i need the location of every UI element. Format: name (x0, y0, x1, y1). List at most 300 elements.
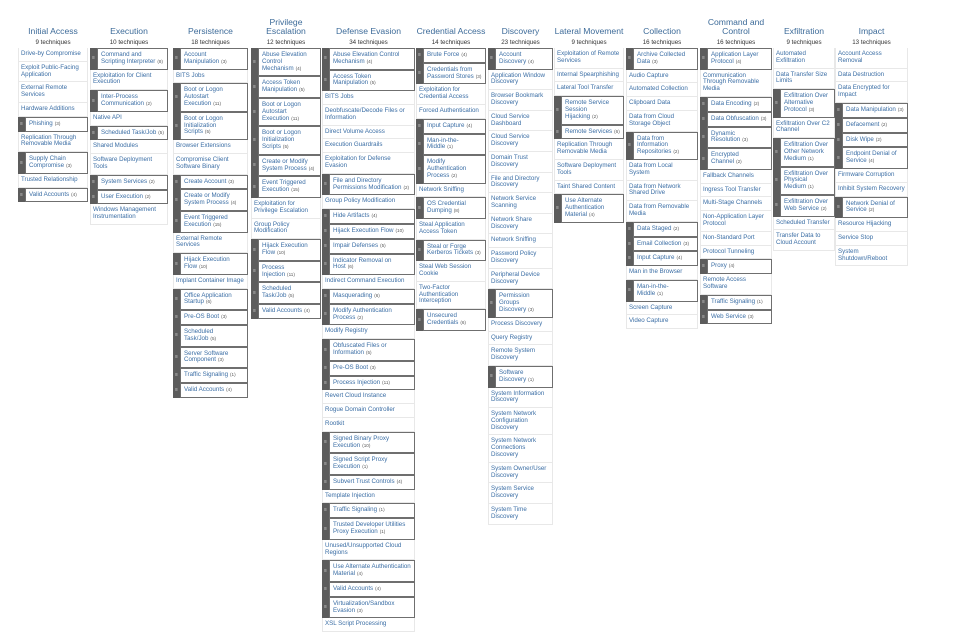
expand-bar-icon[interactable]: ≡ (700, 148, 707, 170)
technique-cell[interactable] (329, 304, 415, 326)
expand-bar-icon[interactable]: ≡ (173, 48, 180, 70)
technique-cell[interactable] (180, 383, 248, 398)
tactic-title[interactable]: Persistence (188, 26, 233, 36)
technique-cell[interactable] (561, 96, 624, 124)
technique-cell[interactable]: XSL Script Processing (322, 618, 415, 632)
technique-name[interactable]: Dynamic Resolution (711, 129, 741, 144)
technique-cell[interactable] (423, 197, 486, 219)
technique-with-subtechniques[interactable] (773, 138, 835, 166)
technique-cell[interactable]: Transfer Data to Cloud Account (773, 230, 835, 251)
technique-with-subtechniques[interactable] (416, 48, 486, 63)
technique-cell[interactable] (258, 261, 321, 283)
technique-cell[interactable]: Execution Guardrails (322, 139, 415, 153)
technique-cell[interactable]: Revert Cloud Instance (322, 390, 415, 404)
expand-bar-icon[interactable]: ≡ (173, 253, 180, 275)
technique-cell[interactable]: Group Policy Modification (251, 219, 321, 240)
technique-cell[interactable]: Exploitation of Remote Services (554, 48, 624, 69)
technique-cell[interactable]: System Owner/User Discovery (488, 463, 553, 484)
expand-bar-icon[interactable]: ≡ (626, 222, 633, 237)
technique-with-subtechniques[interactable] (90, 90, 168, 112)
technique-name[interactable]: System Services (101, 177, 148, 185)
technique-with-subtechniques[interactable] (251, 261, 321, 283)
technique-with-subtechniques[interactable] (173, 368, 248, 383)
technique-cell[interactable] (180, 211, 248, 233)
technique-cell[interactable]: System Information Discovery (488, 388, 553, 409)
technique-cell[interactable] (707, 148, 772, 170)
technique-name[interactable]: Data Manipulation (846, 105, 896, 113)
expand-bar-icon[interactable]: ≡ (173, 325, 180, 347)
technique-name[interactable]: Create or Modify System Process (184, 192, 230, 207)
technique-cell[interactable]: Network Sniffing (416, 184, 486, 198)
tactic-title[interactable]: Initial Access (28, 26, 78, 36)
technique-cell[interactable] (180, 325, 248, 347)
technique-cell[interactable]: System Service Discovery (488, 483, 553, 504)
technique-cell[interactable] (180, 48, 248, 70)
technique-name[interactable]: Remote Services (565, 127, 613, 135)
technique-with-subtechniques[interactable] (173, 253, 248, 275)
technique-cell[interactable]: Group Policy Modification (322, 195, 415, 209)
technique-cell[interactable]: Two-Factor Authentication Interception (416, 282, 486, 309)
technique-with-subtechniques[interactable] (416, 197, 486, 219)
expand-bar-icon[interactable]: ≡ (322, 560, 329, 582)
technique-name[interactable]: Pre-OS Boot (333, 363, 369, 371)
expand-bar-icon[interactable]: ≡ (700, 310, 707, 325)
expand-bar-icon[interactable]: ≡ (18, 152, 25, 174)
technique-cell[interactable] (180, 175, 248, 190)
technique-with-subtechniques[interactable] (322, 432, 415, 454)
technique-with-subtechniques[interactable] (173, 383, 248, 398)
technique-name[interactable]: Office Application Startup (184, 291, 232, 306)
expand-bar-icon[interactable]: ≡ (173, 383, 180, 398)
expand-bar-icon[interactable]: ≡ (488, 289, 495, 317)
technique-name[interactable]: Phishing (29, 119, 53, 127)
technique-name[interactable]: Hijack Execution Flow (262, 242, 308, 256)
tactic-title[interactable]: Lateral Movement (554, 26, 624, 36)
technique-name[interactable]: Exfiltration Over Alternative Protocol (784, 92, 829, 113)
technique-name[interactable]: Scheduled Task/Job (184, 327, 214, 342)
technique-cell[interactable]: Firmware Corruption (835, 169, 908, 183)
technique-with-subtechniques[interactable] (416, 240, 486, 262)
expand-bar-icon[interactable]: ≡ (835, 147, 842, 169)
technique-cell[interactable]: Native API (90, 112, 168, 126)
technique-name[interactable]: Hijack Execution Flow (333, 226, 394, 234)
technique-name[interactable]: Man-in-the-Middle (637, 282, 669, 297)
technique-name[interactable]: Process Injection (333, 378, 381, 386)
technique-cell[interactable] (780, 167, 835, 195)
technique-cell[interactable] (25, 188, 88, 203)
technique-cell[interactable]: Replication Through Removable Media (554, 139, 624, 160)
technique-cell[interactable] (423, 48, 486, 63)
technique-name[interactable]: Endpoint Denial of Service (846, 150, 897, 165)
technique-name[interactable]: Network Denial of Service (846, 199, 895, 214)
expand-bar-icon[interactable]: ≡ (322, 289, 329, 304)
technique-cell[interactable]: Data from Network Shared Drive (626, 181, 698, 202)
technique-cell[interactable] (780, 89, 835, 117)
expand-bar-icon[interactable]: ≡ (416, 119, 423, 134)
technique-with-subtechniques[interactable] (173, 211, 248, 233)
technique-with-subtechniques[interactable] (554, 96, 624, 124)
expand-bar-icon[interactable]: ≡ (90, 48, 97, 70)
technique-name[interactable]: Boot or Logon Initialization Scripts (184, 114, 223, 136)
technique-cell[interactable] (707, 48, 772, 70)
technique-with-subtechniques[interactable] (251, 304, 321, 319)
technique-cell[interactable] (842, 133, 908, 148)
technique-cell[interactable]: Implant Container Image (173, 275, 248, 289)
technique-name[interactable]: Data Encoding (711, 99, 752, 107)
technique-cell[interactable] (258, 282, 321, 304)
expand-bar-icon[interactable]: ≡ (322, 174, 329, 196)
technique-with-subtechniques[interactable] (322, 503, 415, 518)
technique-cell[interactable] (180, 347, 248, 369)
technique-with-subtechniques[interactable] (173, 112, 248, 140)
technique-cell[interactable] (180, 253, 248, 275)
technique-with-subtechniques[interactable] (322, 239, 415, 254)
technique-cell[interactable] (97, 90, 168, 112)
technique-with-subtechniques[interactable] (173, 347, 248, 369)
technique-with-subtechniques[interactable] (173, 189, 248, 211)
technique-name[interactable]: Indicator Removal on Host (333, 256, 392, 271)
technique-cell[interactable] (633, 132, 698, 160)
expand-bar-icon[interactable]: ≡ (488, 366, 495, 388)
expand-bar-icon[interactable]: ≡ (416, 134, 423, 156)
expand-bar-icon[interactable]: ≡ (322, 503, 329, 518)
technique-cell[interactable] (495, 366, 553, 388)
technique-cell[interactable] (258, 304, 321, 319)
technique-name[interactable]: Valid Accounts (262, 306, 303, 314)
tactic-title[interactable]: Privilege Escalation (266, 17, 306, 36)
technique-cell[interactable]: Deobfuscate/Decode Files or Information (322, 105, 415, 126)
technique-cell[interactable] (97, 190, 168, 205)
technique-with-subtechniques[interactable] (626, 222, 698, 237)
technique-name[interactable]: Data Obfuscation (711, 114, 759, 122)
expand-bar-icon[interactable]: ≡ (251, 48, 258, 76)
technique-name[interactable]: Unsecured Credentials (427, 312, 459, 326)
technique-name[interactable]: Permission Groups Discovery (499, 292, 530, 313)
technique-with-subtechniques[interactable] (322, 475, 415, 490)
technique-name[interactable]: Email Collection (637, 239, 682, 247)
expand-bar-icon[interactable]: ≡ (322, 239, 329, 254)
technique-cell[interactable]: Hardware Additions (18, 103, 88, 117)
technique-cell[interactable] (633, 251, 698, 266)
technique-name[interactable]: Software Discovery (499, 368, 527, 383)
technique-with-subtechniques[interactable] (173, 175, 248, 190)
tactic-title[interactable]: Exfiltration (783, 26, 825, 36)
expand-bar-icon[interactable]: ≡ (173, 112, 180, 140)
technique-name[interactable]: Virtualization/Sandbox Evasion (333, 599, 395, 614)
technique-cell[interactable] (423, 63, 486, 85)
technique-with-subtechniques[interactable] (173, 83, 248, 111)
expand-bar-icon[interactable]: ≡ (173, 368, 180, 383)
technique-cell[interactable] (258, 98, 321, 126)
technique-name[interactable]: Application Layer Protocol (711, 51, 759, 65)
expand-bar-icon[interactable]: ≡ (173, 211, 180, 233)
technique-with-subtechniques[interactable] (488, 48, 553, 70)
technique-with-subtechniques[interactable] (251, 239, 321, 261)
technique-cell[interactable] (25, 117, 88, 132)
technique-name[interactable]: Scheduled Task/Job (262, 285, 292, 300)
technique-cell[interactable]: Resource Hijacking (835, 218, 908, 232)
technique-name[interactable]: Masquerading (333, 291, 373, 299)
technique-with-subtechniques[interactable] (626, 48, 698, 70)
expand-bar-icon[interactable]: ≡ (322, 582, 329, 597)
technique-with-subtechniques[interactable] (554, 194, 624, 222)
expand-bar-icon[interactable]: ≡ (835, 133, 842, 148)
technique-name[interactable]: Supply Chain Compromise (29, 155, 66, 169)
technique-cell[interactable] (707, 295, 772, 310)
technique-cell[interactable]: Taint Shared Content (554, 181, 624, 195)
technique-cell[interactable] (633, 48, 698, 70)
technique-with-subtechniques[interactable] (835, 118, 908, 133)
technique-cell[interactable]: Ingress Tool Transfer (700, 184, 772, 198)
technique-with-subtechniques[interactable] (700, 148, 772, 170)
technique-cell[interactable]: Template Injection (322, 490, 415, 504)
technique-with-subtechniques[interactable] (700, 259, 772, 274)
technique-cell[interactable]: System Network Configuration Discovery (488, 408, 553, 435)
technique-with-subtechniques[interactable] (835, 133, 908, 148)
technique-name[interactable]: Use Alternate Authentication Material (333, 563, 411, 578)
expand-bar-icon[interactable]: ≡ (322, 304, 329, 326)
technique-cell[interactable]: Browser Bookmark Discovery (488, 90, 553, 111)
expand-bar-icon[interactable]: ≡ (322, 475, 329, 490)
technique-cell[interactable] (258, 155, 321, 177)
technique-cell[interactable] (329, 503, 415, 518)
technique-cell[interactable]: Peripheral Device Discovery (488, 269, 553, 290)
technique-with-subtechniques[interactable] (773, 167, 835, 195)
technique-name[interactable]: Boot or Logon Initialization Scripts (262, 129, 301, 150)
technique-cell[interactable]: Steal Web Session Cookie (416, 261, 486, 282)
technique-cell[interactable]: Protocol Tunneling (700, 246, 772, 260)
technique-with-subtechniques[interactable] (251, 155, 321, 177)
technique-with-subtechniques[interactable] (90, 190, 168, 205)
technique-with-subtechniques[interactable] (90, 126, 168, 141)
technique-name[interactable]: Account Manipulation (184, 51, 220, 65)
technique-name[interactable]: Exfiltration Over Web Service (784, 197, 829, 212)
technique-cell[interactable] (258, 48, 321, 76)
technique-cell[interactable]: Network Share Discovery (488, 214, 553, 235)
technique-name[interactable]: Signed Binary Proxy Execution (333, 434, 390, 449)
technique-with-subtechniques[interactable] (322, 289, 415, 304)
expand-bar-icon[interactable]: ≡ (416, 240, 423, 262)
expand-bar-icon[interactable]: ≡ (251, 126, 258, 154)
technique-cell[interactable]: Fallback Channels (700, 170, 772, 184)
technique-cell[interactable]: Rogue Domain Controller (322, 404, 415, 418)
technique-cell[interactable]: Remote Access Software (700, 274, 772, 295)
technique-name[interactable]: Abuse Elevation Control Mechanism (333, 51, 400, 65)
technique-with-subtechniques[interactable] (626, 280, 698, 302)
expand-bar-icon[interactable]: ≡ (416, 155, 423, 183)
expand-bar-icon[interactable]: ≡ (322, 432, 329, 454)
technique-cell[interactable]: Forced Authentication (416, 105, 486, 119)
expand-bar-icon[interactable]: ≡ (322, 254, 329, 276)
technique-with-subtechniques[interactable] (251, 76, 321, 98)
technique-with-subtechniques[interactable] (18, 117, 88, 132)
technique-cell[interactable] (495, 48, 553, 70)
technique-cell[interactable] (329, 48, 415, 70)
technique-cell[interactable] (423, 155, 486, 183)
expand-bar-icon[interactable]: ≡ (416, 309, 423, 331)
technique-cell[interactable] (780, 138, 835, 166)
expand-bar-icon[interactable]: ≡ (251, 304, 258, 319)
technique-with-subtechniques[interactable] (554, 125, 624, 140)
technique-name[interactable]: Account Discovery (499, 51, 527, 65)
expand-bar-icon[interactable]: ≡ (322, 376, 329, 391)
technique-name[interactable]: Create or Modify System Process (262, 157, 308, 172)
technique-cell[interactable] (258, 126, 321, 154)
technique-name[interactable]: Valid Accounts (29, 190, 70, 198)
technique-cell[interactable] (180, 83, 248, 111)
technique-name[interactable]: Impair Defenses (333, 241, 379, 249)
technique-cell[interactable]: File and Directory Discovery (488, 173, 553, 194)
technique-with-subtechniques[interactable] (90, 175, 168, 190)
technique-cell[interactable]: Network Service Scanning (488, 193, 553, 214)
technique-with-subtechniques[interactable] (322, 582, 415, 597)
technique-cell[interactable] (842, 118, 908, 133)
expand-bar-icon[interactable]: ≡ (700, 97, 707, 112)
expand-bar-icon[interactable]: ≡ (773, 89, 780, 117)
technique-name[interactable]: Steal or Forge Kerberos Tickets (427, 242, 474, 257)
technique-with-subtechniques[interactable] (322, 174, 415, 196)
expand-bar-icon[interactable]: ≡ (251, 261, 258, 283)
expand-bar-icon[interactable]: ≡ (251, 155, 258, 177)
technique-with-subtechniques[interactable] (488, 366, 553, 388)
technique-cell[interactable]: Rootkit (322, 418, 415, 432)
technique-cell[interactable] (707, 259, 772, 274)
technique-name[interactable]: User Execution (101, 192, 143, 200)
technique-with-subtechniques[interactable] (322, 597, 415, 619)
technique-cell[interactable] (329, 224, 415, 239)
technique-cell[interactable] (329, 361, 415, 376)
technique-with-subtechniques[interactable] (322, 224, 415, 239)
expand-bar-icon[interactable]: ≡ (322, 224, 329, 239)
expand-bar-icon[interactable]: ≡ (322, 48, 329, 70)
technique-name[interactable]: Traffic Signaling (711, 297, 756, 305)
technique-cell[interactable] (842, 197, 908, 219)
technique-with-subtechniques[interactable] (322, 254, 415, 276)
technique-cell[interactable] (329, 289, 415, 304)
technique-name[interactable]: Server Software Component (184, 349, 229, 364)
expand-bar-icon[interactable]: ≡ (626, 132, 633, 160)
technique-cell[interactable] (329, 597, 415, 619)
expand-bar-icon[interactable]: ≡ (554, 194, 561, 222)
technique-with-subtechniques[interactable] (416, 309, 486, 331)
technique-cell[interactable] (633, 237, 698, 252)
expand-bar-icon[interactable]: ≡ (173, 289, 180, 311)
technique-cell[interactable] (329, 174, 415, 196)
technique-name[interactable]: Subvert Trust Controls (333, 477, 395, 485)
technique-cell[interactable]: BITS Jobs (322, 91, 415, 105)
technique-cell[interactable]: Password Policy Discovery (488, 248, 553, 269)
technique-name[interactable]: Man-in-the-Middle (427, 136, 459, 151)
technique-name[interactable]: Event Triggered Execution (262, 179, 306, 194)
technique-cell[interactable]: Cloud Service Discovery (488, 131, 553, 152)
technique-cell[interactable]: BITS Jobs (173, 70, 248, 84)
technique-cell[interactable]: Audio Capture (626, 70, 698, 84)
tactic-title[interactable]: Command and Control (707, 17, 765, 36)
expand-bar-icon[interactable]: ≡ (90, 175, 97, 190)
technique-cell[interactable]: Software Deployment Tools (554, 160, 624, 181)
technique-name[interactable]: Scheduled Task/Job (101, 128, 157, 136)
expand-bar-icon[interactable]: ≡ (835, 197, 842, 219)
technique-name[interactable]: Trusted Developer Utilities Proxy Execution (333, 521, 406, 536)
technique-cell[interactable] (707, 127, 772, 149)
technique-cell[interactable]: Direct Volume Access (322, 126, 415, 140)
expand-bar-icon[interactable]: ≡ (322, 518, 329, 540)
expand-bar-icon[interactable]: ≡ (90, 90, 97, 112)
expand-bar-icon[interactable]: ≡ (700, 127, 707, 149)
technique-cell[interactable] (423, 119, 486, 134)
expand-bar-icon[interactable]: ≡ (173, 310, 180, 325)
technique-name[interactable]: OS Credential Dumping (427, 200, 466, 215)
technique-cell[interactable]: System Time Discovery (488, 504, 553, 525)
expand-bar-icon[interactable]: ≡ (773, 167, 780, 195)
technique-name[interactable]: File and Directory Permissions Modification (333, 176, 402, 191)
technique-name[interactable]: Encrypted Channel (711, 151, 739, 165)
expand-bar-icon[interactable]: ≡ (322, 209, 329, 224)
technique-name[interactable]: Boot or Logon Autostart Execution (262, 100, 301, 122)
technique-cell[interactable] (180, 112, 248, 140)
expand-bar-icon[interactable]: ≡ (416, 197, 423, 219)
expand-bar-icon[interactable]: ≡ (488, 48, 495, 70)
technique-cell[interactable] (329, 518, 415, 540)
technique-cell[interactable] (329, 376, 415, 391)
technique-cell[interactable]: Domain Trust Discovery (488, 152, 553, 173)
expand-bar-icon[interactable]: ≡ (18, 117, 25, 132)
technique-cell[interactable]: Man in the Browser (626, 266, 698, 280)
expand-bar-icon[interactable]: ≡ (773, 195, 780, 217)
expand-bar-icon[interactable]: ≡ (322, 339, 329, 361)
technique-name[interactable]: Input Capture (637, 254, 675, 262)
technique-name[interactable]: Traffic Signaling (333, 506, 378, 514)
technique-cell[interactable] (423, 240, 486, 262)
expand-bar-icon[interactable]: ≡ (90, 190, 97, 205)
technique-name[interactable]: Exfiltration Over Other Network Medium (784, 141, 829, 162)
technique-cell[interactable]: Network Sniffing (488, 234, 553, 248)
technique-cell[interactable]: Account Access Removal (835, 48, 908, 69)
technique-with-subtechniques[interactable] (700, 295, 772, 310)
technique-cell[interactable] (842, 147, 908, 169)
technique-name[interactable]: Disk Wipe (846, 135, 874, 143)
technique-name[interactable]: Brute Force (427, 51, 460, 58)
technique-cell[interactable]: External Remote Services (173, 233, 248, 254)
technique-cell[interactable]: Automated Collection (626, 83, 698, 97)
technique-name[interactable]: Proxy (711, 262, 727, 270)
technique-cell[interactable]: Windows Management Instrumentation (90, 204, 168, 225)
technique-cell[interactable]: Exploit Public-Facing Application (18, 62, 88, 83)
technique-cell[interactable]: Exploitation for Client Execution (90, 70, 168, 91)
technique-with-subtechniques[interactable] (173, 48, 248, 70)
technique-with-subtechniques[interactable] (700, 48, 772, 70)
expand-bar-icon[interactable]: ≡ (835, 118, 842, 133)
expand-bar-icon[interactable]: ≡ (554, 125, 561, 140)
expand-bar-icon[interactable]: ≡ (251, 76, 258, 98)
technique-with-subtechniques[interactable] (322, 361, 415, 376)
technique-cell[interactable] (329, 239, 415, 254)
technique-with-subtechniques[interactable] (90, 48, 168, 70)
technique-name[interactable]: Web Service (711, 312, 746, 320)
technique-with-subtechniques[interactable] (18, 188, 88, 203)
technique-cell[interactable]: Lateral Tool Transfer (554, 82, 624, 96)
technique-cell[interactable]: Compromise Client Software Binary (173, 154, 248, 175)
technique-cell[interactable] (329, 254, 415, 276)
technique-cell[interactable]: Multi-Stage Channels (700, 197, 772, 211)
technique-with-subtechniques[interactable] (773, 89, 835, 117)
technique-with-subtechniques[interactable] (700, 310, 772, 325)
technique-cell[interactable] (561, 125, 624, 140)
technique-name[interactable]: Signed Script Proxy Execution (333, 456, 388, 471)
technique-name[interactable]: Input Capture (427, 121, 465, 129)
tactic-title[interactable]: Impact (858, 26, 885, 36)
technique-cell[interactable] (329, 582, 415, 597)
